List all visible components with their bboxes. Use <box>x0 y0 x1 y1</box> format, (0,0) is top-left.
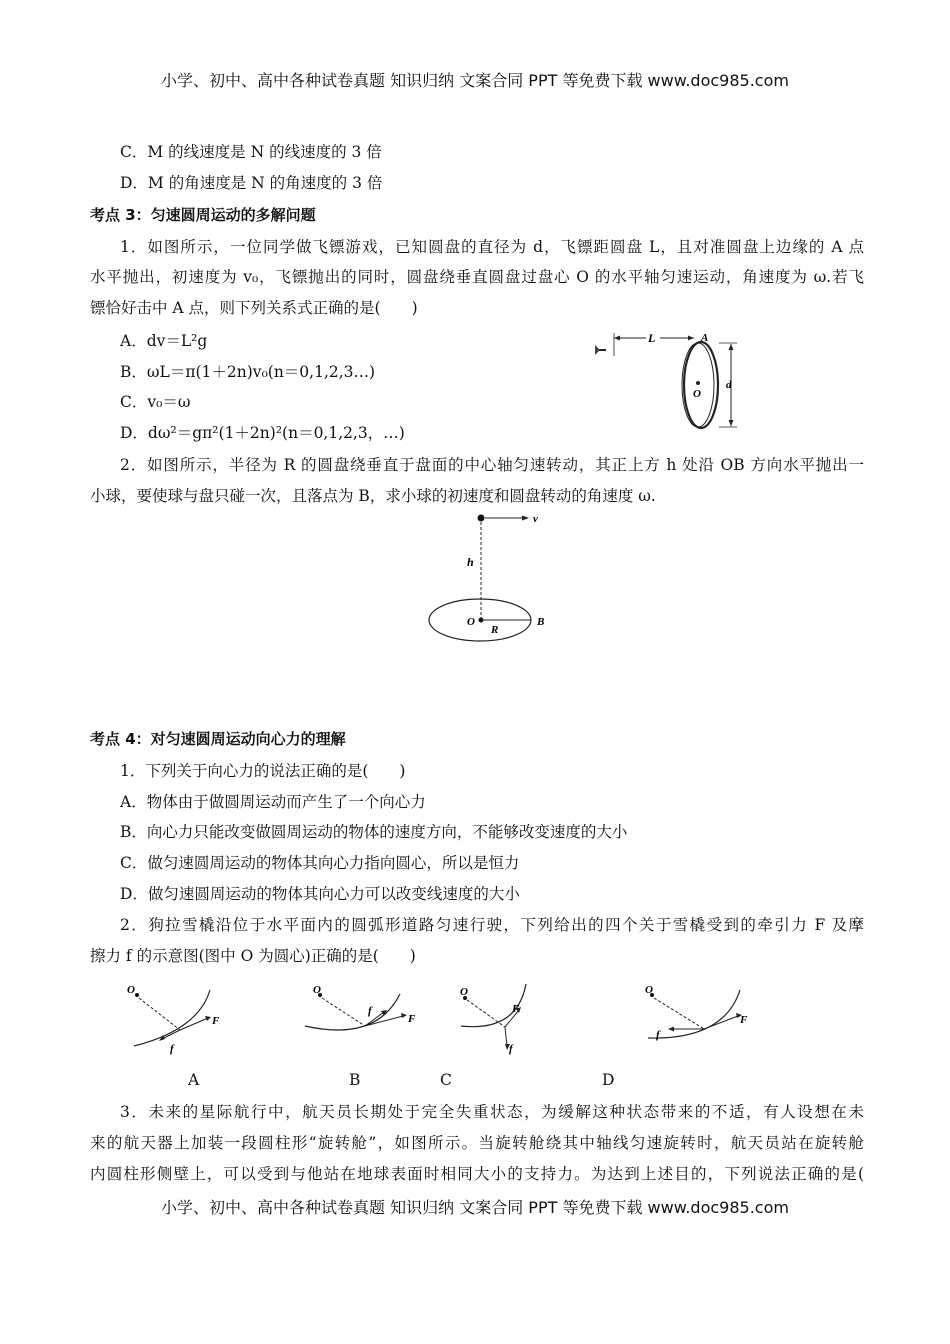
sled-diagram-b <box>300 980 420 1060</box>
fig2-label-B: B <box>537 616 545 628</box>
prev-option-d: D．M 的角速度是 N 的角速度的 3 倍 <box>120 174 383 192</box>
sled-c-label-O: O <box>460 986 468 998</box>
k4-q3-line1: 3．未来的星际航行中，航天员长期处于完全失重状态，为缓解这种状态带来的不适，有人设想在未 <box>120 1103 864 1121</box>
fig1-label-L: L <box>648 331 656 345</box>
k3-q2-line1: 2．如图所示，半径为 R 的圆盘绕垂直于盘面的中心轴匀速转动，其正上方 h 处沿 OB 方向水平抛出一 <box>120 456 864 474</box>
k4-q1-option-c: C．做匀速圆周运动的物体其向心力指向圆心，所以是恒力 <box>120 854 520 872</box>
sled-a-label-O: O <box>127 984 135 996</box>
fig2-label-R: R <box>491 624 499 636</box>
k3-q1-option-d: D．dω²＝gπ²(1＋2n)²(n＝0,1,2,3，…) <box>120 424 405 442</box>
k3-q1-line3: 镖恰好击中 A 点，则下列关系式正确的是( ) <box>90 299 418 317</box>
section-4-title: 考点 4：对匀速圆周运动向心力的理解 <box>90 730 346 748</box>
k4-q2-line2: 擦力 f 的示意图(图中 O 为圆心)正确的是( ) <box>90 947 416 965</box>
k3-q2-line2: 小球，要使球与盘只碰一次，且落点为 B，求小球的初速度和圆盘转动的角速度 ω. <box>90 487 656 505</box>
sled-a-label-F: F <box>212 1015 220 1027</box>
sled-diagram-a <box>122 980 237 1060</box>
k3-q1-line2: 水平抛出，初速度为 v₀，飞镖抛出的同时，圆盘绕垂直圆盘过盘心 O 的水平轴匀速运动，角速度为 ω.若飞 <box>90 268 864 286</box>
dart-tail <box>595 345 600 355</box>
ball <box>478 515 485 522</box>
fig1-label-A: A <box>701 332 709 344</box>
page-header: 小学、初中、高中各种试卷真题 知识归纳 文案合同 PPT 等免费下载 www.doc985.com <box>161 71 789 90</box>
k4-q1-option-a: A．物体由于做圆周运动而产生了一个向心力 <box>120 793 426 811</box>
fig2-label-v: v <box>533 513 538 525</box>
k4-q3-line2: 来的航天器上加装一段圆柱形“旋转舱”，如图所示。当旋转舱绕其中轴线匀速旋转时，航天员站在旋转舱 <box>90 1134 864 1152</box>
sled-d-label-O: O <box>645 984 653 996</box>
fig1-label-O: O <box>693 388 701 400</box>
sled-c-label-F: F <box>512 1003 520 1015</box>
k4-q1-stem: 1．下列关于向心力的说法正确的是( ) <box>120 762 406 780</box>
sled-d-label-f: f <box>656 1029 660 1041</box>
section-3-title: 考点 3：匀速圆周运动的多解问题 <box>90 206 316 224</box>
diagram-label-b: B <box>349 1071 361 1089</box>
sled-a-label-f: f <box>170 1043 174 1055</box>
sled-b-label-F: F <box>408 1013 416 1025</box>
k3-q1-option-c: C．v₀＝ω <box>120 393 191 411</box>
prev-option-c: C．M 的线速度是 N 的线速度的 3 倍 <box>120 143 382 161</box>
dart-disk-figure <box>590 326 750 431</box>
disk-center <box>696 381 700 385</box>
page-footer: 小学、初中、高中各种试卷真题 知识归纳 文案合同 PPT 等免费下载 www.doc985.com <box>161 1198 789 1217</box>
fig2-label-O: O <box>467 616 475 628</box>
fig2-label-h: h <box>467 555 474 569</box>
diagram-label-d: D <box>602 1071 615 1089</box>
sled-diagram-d <box>640 980 755 1060</box>
k3-q1-line1: 1．如图所示，一位同学做飞镖游戏，已知圆盘的直径为 d，飞镖距圆盘 L，且对准圆盘上边缘的 A 点 <box>120 238 864 256</box>
ball-disk-figure <box>425 508 555 648</box>
sled-c-label-f: f <box>509 1043 513 1055</box>
fig1-label-d: d <box>726 379 732 391</box>
k3-q1-option-b: B．ωL＝π(1＋2n)v₀(n＝0,1,2,3…) <box>120 363 376 381</box>
diagram-label-c: C <box>440 1071 452 1089</box>
diagram-label-a: A <box>188 1071 200 1089</box>
sled-b-label-f: f <box>368 1005 372 1017</box>
k4-q3-line3: 内圆柱形侧壁上，可以受到与他站在地球表面时相同大小的支持力。为达到上述目的，下列说法正确的是( <box>90 1165 864 1183</box>
sled-d-label-F: F <box>740 1014 748 1026</box>
k4-q1-option-d: D．做匀速圆周运动的物体其向心力可以改变线速度的大小 <box>120 885 520 903</box>
sled-diagram-c <box>455 980 535 1060</box>
k4-q2-line1: 2．狗拉雪橇沿位于水平面内的圆弧形道路匀速行驶，下列给出的四个关于雪橇受到的牵引力 F 及摩 <box>120 916 864 934</box>
disk-rim <box>684 342 718 428</box>
sled-b-label-O: O <box>313 984 321 996</box>
k4-q1-option-b: B．向心力只能改变做圆周运动的物体的速度方向，不能够改变速度的大小 <box>120 823 628 841</box>
k3-q1-option-a: A．dv＝L²g <box>120 332 208 350</box>
